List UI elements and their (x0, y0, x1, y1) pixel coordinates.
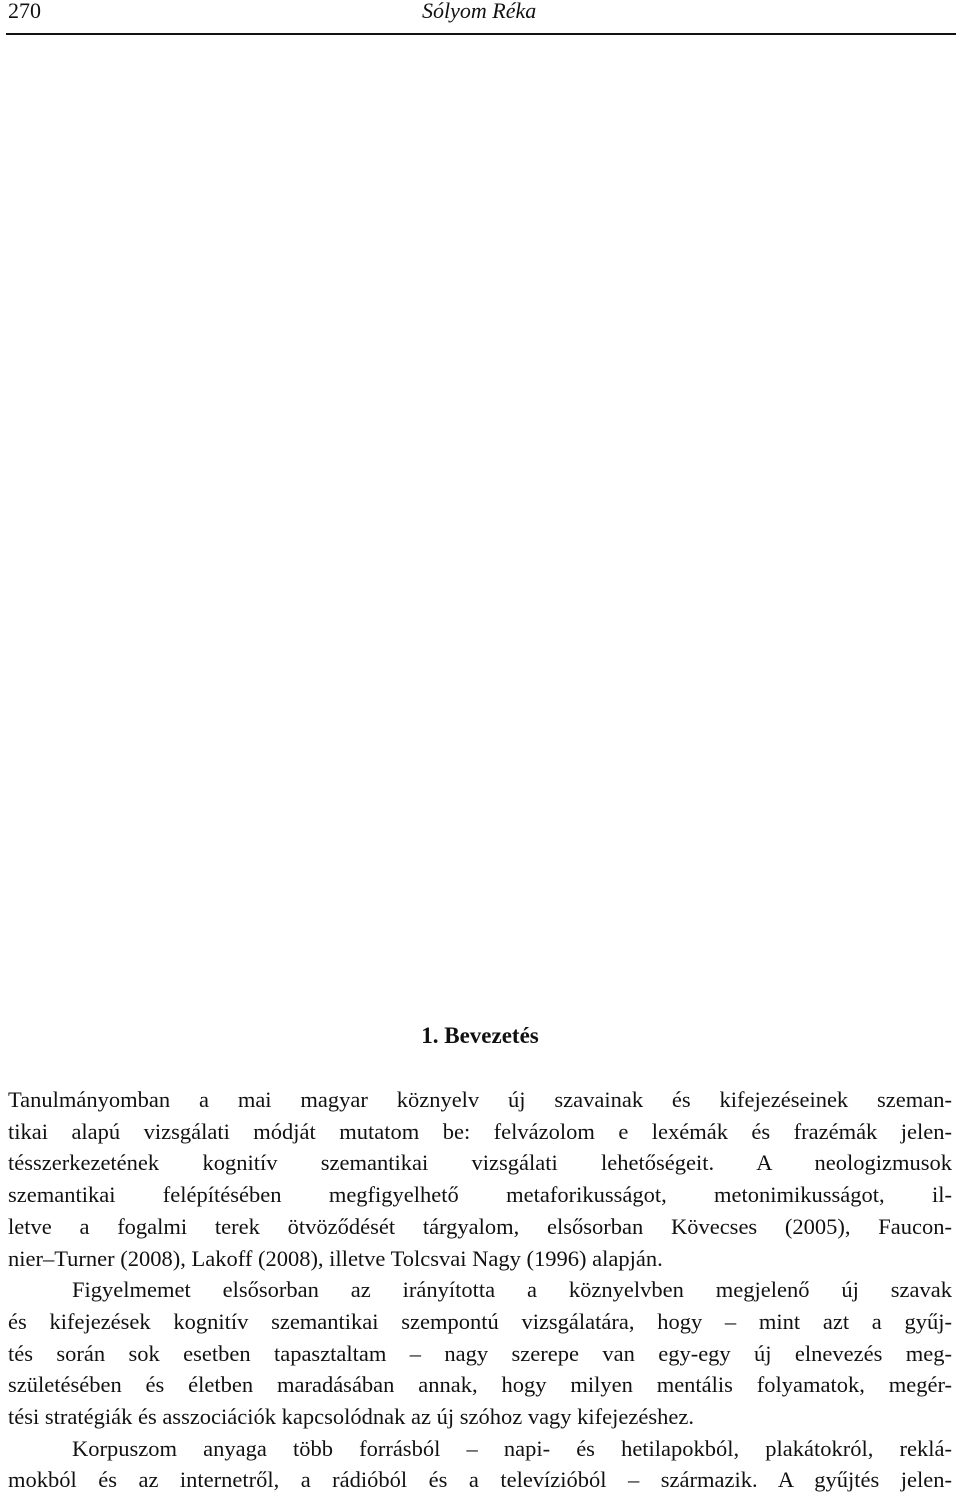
text-line: mokból és az internetről, a rádióból és a televízióból – származik. A gyűjtés jelen- (8, 1467, 952, 1493)
text-line: tési stratégiák és asszociációk kapcsolódnak az új szóhoz vagy kifejezéshez. (8, 1404, 694, 1430)
body-text (8, 1084, 952, 1496)
paragraph-2 (8, 1274, 952, 1433)
running-header (6, 0, 954, 26)
text-line: születésében és életben maradásában annak, hogy milyen mentális folyamatok, megér- (8, 1372, 952, 1398)
text-line: és kifejezések kognitív szemantikai szempontú vizsgálatára, hogy – mint azt a gyűj- (8, 1308, 952, 1334)
text-line: Figyelmemet elsősorban az irányította a köznyelvben megjelenő új szavak (72, 1277, 952, 1303)
text-line: Tanulmányomban a mai magyar köznyelv új szavainak és kifejezéseinek szeman- (8, 1087, 952, 1112)
paragraph-1 (8, 1084, 952, 1274)
text-line: Korpuszom anyaga több forrásból – napi- és hetilapokból, plakátokról, reklá- (72, 1435, 952, 1461)
header-rule (6, 33, 956, 35)
text-line: tikai alapú vizsgálati módját mutatom be: felvázolom e lexémák és frazémák jelen- (8, 1118, 952, 1144)
text-line: szemantikai felépítésében megfigyelhető metaforikusságot, metonimikusságot, il- (8, 1182, 952, 1208)
running-head-author: Sólyom Réka (422, 0, 537, 23)
text-line: tésszerkezetének kognitív szemantikai vizsgálati lehetőségeit. A neologizmusok (8, 1150, 952, 1176)
paragraph-3 (8, 1433, 952, 1496)
text-line: letve a fogalmi terek ötvöződését tárgyalom, elsősorban Kövecses (2005), Faucon- (8, 1213, 952, 1239)
text-line: tés során sok esetben tapasztaltam – nagy szerepe van egy-egy új elnevezés meg- (8, 1340, 952, 1366)
page-number: 270 (8, 0, 41, 23)
section-title: 1. Bevezetés (421, 1023, 539, 1048)
text-line: nier–Turner (2008), Lakoff (2008), illetve Tolcsvai Nagy (1996) alapján. (8, 1245, 663, 1271)
